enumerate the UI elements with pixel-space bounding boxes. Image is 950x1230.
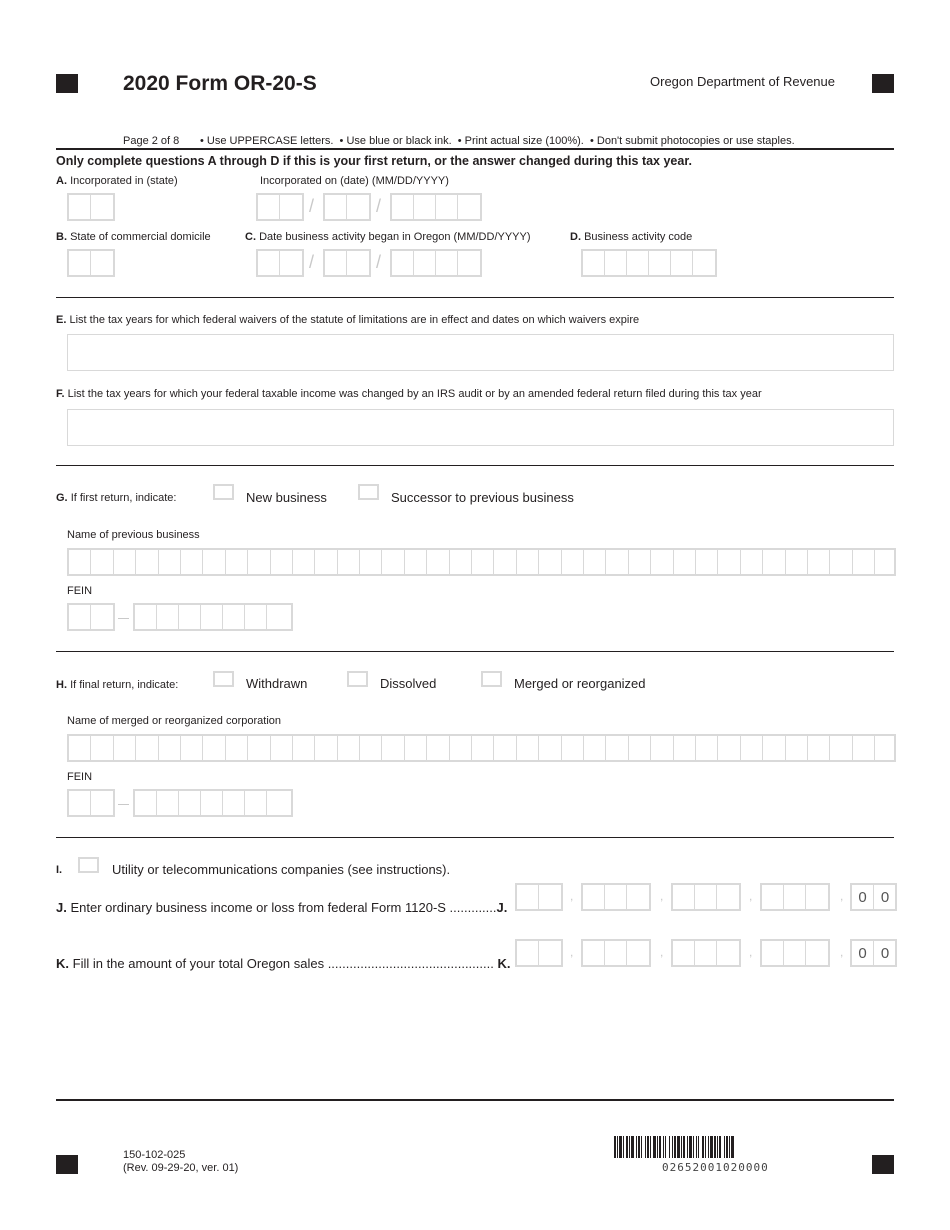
barcode-bar [631,1136,634,1158]
merged-corporation-name-label: Name of merged or reorganized corporation [67,715,282,727]
amount-digit-group[interactable] [760,883,830,911]
amount-digit-group[interactable] [760,939,830,967]
barcode-bar [731,1136,734,1158]
successor-label: Successor to previous business [391,490,574,505]
question-a-label: A. Incorporated in (state) [56,175,178,187]
previous-business-name-label: Name of previous business [67,529,200,541]
incorporated-date-month[interactable] [256,193,304,221]
successor-checkbox[interactable] [358,484,379,500]
thousands-separator: , [570,945,574,959]
question-i-letter: I. [56,864,63,876]
registration-mark-top-right [872,74,894,93]
form-title: 2020 Form OR-20-S [123,72,317,95]
header-rule [56,148,894,150]
barcode-bar [619,1136,622,1158]
date-slash: / [376,196,382,216]
amount-digit-group[interactable] [515,883,563,911]
barcode-bar [708,1136,709,1158]
fein-dash [118,618,129,619]
page-number: Page 2 of 8 [123,135,180,147]
fein-dash [118,804,129,805]
business-activity-code-input[interactable] [581,249,717,277]
question-g-label: G. If first return, indicate: [56,492,177,504]
agency-name: Oregon Department of Revenue [650,74,835,89]
previous-business-name-input[interactable] [67,548,896,576]
section-divider [56,297,894,298]
question-b-label: B. State of commercial domicile [56,231,211,243]
registration-mark-top-left [56,74,78,93]
cents-digit: 0 [852,885,874,909]
barcode-bar [669,1136,670,1158]
cents-digit: 0 [852,941,874,965]
activity-date-year[interactable] [390,249,482,277]
barcode-bar [702,1136,704,1158]
barcode-bar [653,1136,656,1158]
merged-fein-suffix[interactable] [133,789,293,817]
barcode-bar [641,1136,642,1158]
amount-digit-group[interactable] [581,883,651,911]
incorporated-date-label: Incorporated on (date) (MM/DD/YYYY) [260,175,449,187]
cents-group [850,883,897,911]
question-j-label: J. Enter ordinary business income or loss from federal Form 1120-S .............J. [56,900,508,915]
federal-waivers-input[interactable] [67,334,894,371]
question-k-label: K. Fill in the amount of your total Oregon sales .............................................. K. [56,956,511,971]
barcode-bar [677,1136,680,1158]
barcode-bar [726,1136,728,1158]
barcode-number: 02652001020000 [662,1161,769,1174]
barcode-bar [696,1136,697,1158]
previous-fein-prefix[interactable] [67,603,115,631]
thousands-separator: , [570,889,574,903]
amount-digit-group[interactable] [515,939,563,967]
new-business-checkbox[interactable] [213,484,234,500]
dissolved-label: Dissolved [380,676,437,691]
barcode-bar [663,1136,664,1158]
date-slash: / [376,252,382,272]
merged-checkbox[interactable] [481,671,502,687]
merged-fein-prefix[interactable] [67,789,115,817]
activity-date-day[interactable] [323,249,371,277]
instructions-line: • Use UPPERCASE letters. • Use blue or black ink. • Print actual size (100%). • Don't submit photocopies or use staples. [200,135,795,147]
question-e-label: E. List the tax years for which federal waivers of the statute of limitations are in effect and dates on which waivers expire [56,314,640,326]
question-f-label: F. List the tax years for which your federal taxable income was changed by an IRS audit or by an amended federal return filed during this tax year [56,388,762,400]
thousands-separator: , [749,945,753,959]
registration-mark-bottom-left [56,1155,78,1174]
footer-rule [56,1099,894,1101]
thousands-separator: , [660,889,664,903]
dissolved-checkbox[interactable] [347,671,368,687]
section-divider [56,837,894,838]
cents-digit: 0 [880,888,890,906]
thousands-separator: , [660,945,664,959]
decimal-separator: , [840,889,844,903]
previous-fein-suffix[interactable] [133,603,293,631]
barcode-image [614,1136,826,1158]
cents-digit: 0 [880,944,890,962]
barcode-bar [719,1136,721,1158]
incorporated-date-day[interactable] [323,193,371,221]
utility-telecom-label: Utility or telecommunications companies (see instructions). [112,862,451,877]
date-slash: / [309,252,315,272]
barcode-bar [687,1136,688,1158]
thousands-separator: , [749,889,753,903]
amount-digit-group[interactable] [581,939,651,967]
merged-fein-label: FEIN [67,771,93,783]
barcode-bar [698,1136,699,1158]
barcode-bar [693,1136,694,1158]
merged-label: Merged or reorganized [514,676,646,691]
registration-mark-bottom-right [872,1155,894,1174]
question-c-label: C. Date business activity began in Oregon (MM/DD/YYYY) [245,231,531,243]
intro-text: Only complete questions A through D if this is your first return, or the answer changed during this tax year. [56,154,692,168]
barcode-bar [650,1136,651,1158]
barcode-bar [681,1136,682,1158]
barcode-bar [657,1136,658,1158]
question-d-label: D. Business activity code [570,231,693,243]
withdrawn-checkbox[interactable] [213,671,234,687]
decimal-separator: , [840,945,844,959]
barcode-bar [623,1136,624,1158]
date-slash: / [309,196,315,216]
amount-digit-group[interactable] [671,939,741,967]
withdrawn-label: Withdrawn [246,676,308,691]
incorporated-date-year[interactable] [390,193,482,221]
barcode-bar [672,1136,673,1158]
activity-date-month[interactable] [256,249,304,277]
barcode-bar [689,1136,692,1158]
new-business-label: New business [246,490,327,505]
question-h-label: H. If final return, indicate: [56,679,179,691]
cents-group [850,939,897,967]
barcode-bar [617,1136,618,1158]
barcode-bar [705,1136,706,1158]
barcode-bar [659,1136,661,1158]
barcode-bar [626,1136,628,1158]
section-divider [56,465,894,466]
barcode-bar [614,1136,616,1158]
form-revision: (Rev. 09-29-20, ver. 01) [123,1162,239,1174]
barcode-bar [683,1136,685,1158]
barcode-bar [717,1136,718,1158]
barcode-bar [710,1136,713,1158]
previous-fein-label: FEIN [67,585,93,597]
barcode-bar [665,1136,666,1158]
irs-audit-years-input[interactable] [67,409,894,446]
utility-telecom-checkbox[interactable] [78,857,99,873]
barcode-bar [645,1136,646,1158]
barcode-bar [674,1136,676,1158]
section-divider [56,651,894,652]
barcode-bar [629,1136,630,1158]
barcode-bar [729,1136,730,1158]
commercial-domicile-input[interactable] [67,249,115,277]
barcode-bar [638,1136,640,1158]
barcode-bar [714,1136,716,1158]
form-number: 150-102-025 [123,1149,186,1161]
incorporated-state-input[interactable] [67,193,115,221]
barcode-bar [647,1136,649,1158]
barcode-bar [724,1136,725,1158]
amount-digit-group[interactable] [671,883,741,911]
barcode-bar [636,1136,637,1158]
merged-corporation-name-input[interactable] [67,734,896,762]
